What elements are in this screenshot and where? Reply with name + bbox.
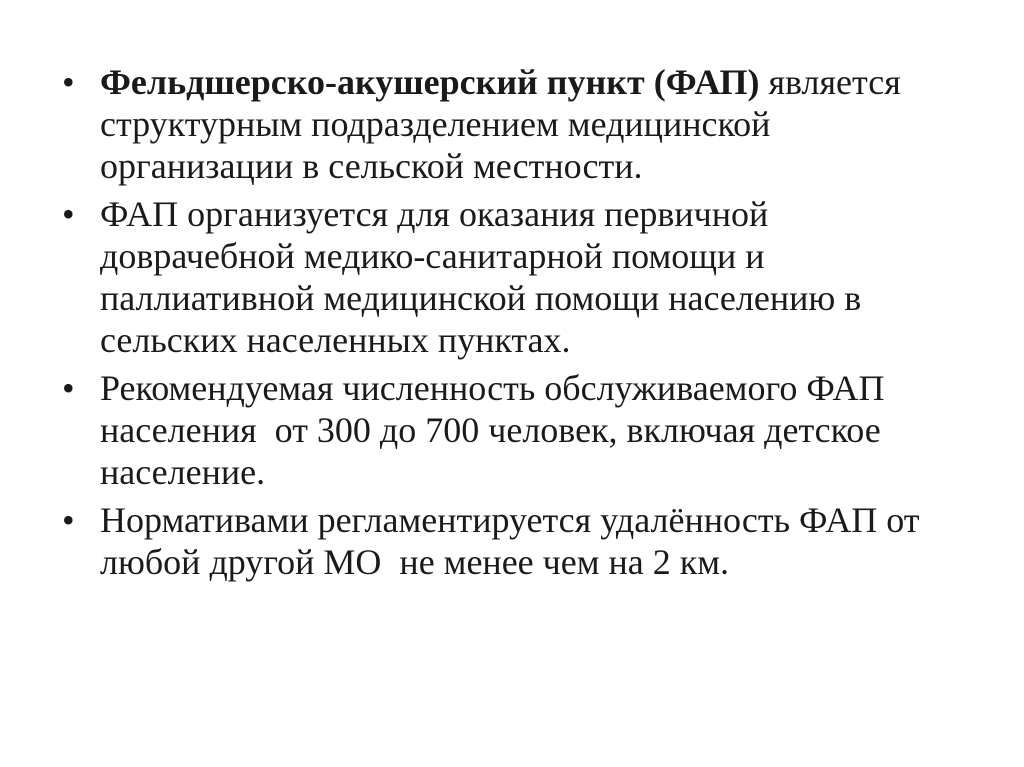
bullet-item-fap-definition: [56, 61, 956, 187]
bullet-icon: •: [62, 368, 75, 408]
bullet-text: является структурным подразделением медицинской организации в сельской местности.: [100, 62, 901, 186]
bullet-item-distance: [56, 499, 956, 583]
bullet-item-fap-purpose: [56, 193, 956, 361]
bullet-icon: •: [62, 194, 75, 234]
bullet-text: ФАП организуется для оказания первичной доврачебной медико-санитарной помощи и паллиативной медицинской помощи населению в сельских населенных пунктах.: [100, 194, 862, 360]
bullet-text: Рекомендуемая численность обслуживаемого ФАП населения от 300 до 700 человек, включая детское население.: [100, 368, 894, 492]
bullet-list: [56, 61, 956, 589]
bullet-icon: •: [62, 62, 75, 102]
bullet-text: Нормативами регламентируется удалённость ФАП от любой другой МО не менее чем на 2 км.: [100, 500, 929, 582]
bullet-item-population: [56, 367, 956, 493]
bullet-bold-text: Фельдшерско-акушерский пункт (ФАП): [100, 62, 760, 102]
bullet-icon: •: [62, 500, 75, 540]
